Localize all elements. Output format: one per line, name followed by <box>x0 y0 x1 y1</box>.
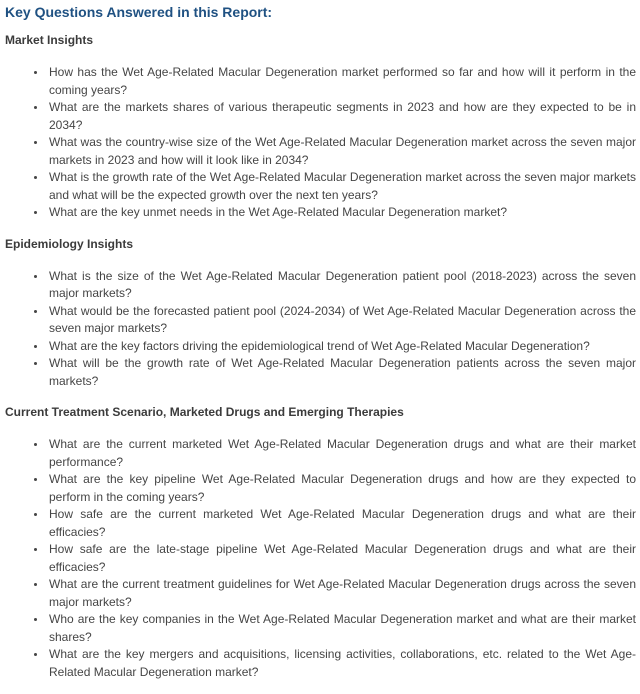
question-item: • What are the key mergers and acquisitions, licensing activities, collaborations, etc. related to the Wet Age-Related Macular Degeneration market? <box>47 646 636 681</box>
question-item: • What is the growth rate of the Wet Age-Related Macular Degeneration market across the seven major markets and what will be the expected growth over the next ten years? <box>47 169 636 204</box>
epidemiology-insights-heading: Epidemiology Insights <box>5 236 134 251</box>
question-item: • What are the markets shares of various therapeutic segments in 2023 and how are they expected to be in 2034? <box>47 99 636 134</box>
treatment-scenario-heading: Current Treatment Scenario, Marketed Drugs and Emerging Therapies <box>5 405 404 419</box>
question-item: • How safe are the current marketed Wet Age-Related Macular Degeneration drugs and what are their efficacies? <box>47 506 636 541</box>
question-item: • What are the current treatment guidelines for Wet Age-Related Macular Degeneration drugs across the seven major markets? <box>47 576 636 611</box>
question-item: • What will be the growth rate of Wet Age-Related Macular Degeneration patients across the seven major markets? <box>47 355 636 390</box>
treatment-question-list <box>5 436 636 681</box>
market-insights-question-list <box>5 64 636 222</box>
question-item: • How has the Wet Age-Related Macular Degeneration market performed so far and how will it perform in the coming years? <box>47 64 636 99</box>
question-item: • What is the size of the Wet Age-Related Macular Degeneration patient pool (2018-2023) across the seven major markets? <box>47 268 636 303</box>
question-item: • What are the current marketed Wet Age-Related Macular Degeneration drugs and what are their market performance? <box>47 436 636 471</box>
section-market-insights <box>5 31 636 222</box>
section-epidemiology-insights <box>5 235 636 391</box>
market-insights-heading: Market Insights <box>5 33 94 47</box>
question-item: • What are the key unmet needs in the Wet Age-Related Macular Degeneration market? <box>47 204 636 222</box>
report-key-questions-page <box>5 3 636 681</box>
question-item: • What would be the forecasted patient pool (2024-2034) of Wet Age-Related Macular Degeneration across the seven major markets? <box>47 303 636 338</box>
section-treatment-scenario <box>5 403 636 681</box>
question-item: • What are the key pipeline Wet Age-Related Macular Degeneration drugs and how are they expected to perform in the coming years? <box>47 471 636 506</box>
question-item: • Who are the key companies in the Wet Age-Related Macular Degeneration market and what are their market shares? <box>47 611 636 646</box>
question-item: • What are the key factors driving the epidemiological trend of Wet Age-Related Macular Degeneration? <box>47 338 636 356</box>
page-title: Key Questions Answered in this Report: <box>5 4 273 20</box>
question-item: • What was the country-wise size of the Wet Age-Related Macular Degeneration market across the seven major markets in 2023 and how will it look like in 2034? <box>47 134 636 169</box>
question-item: • How safe are the late-stage pipeline Wet Age-Related Macular Degeneration drugs and what are their efficacies? <box>47 541 636 576</box>
epidemiology-question-list <box>5 268 636 391</box>
